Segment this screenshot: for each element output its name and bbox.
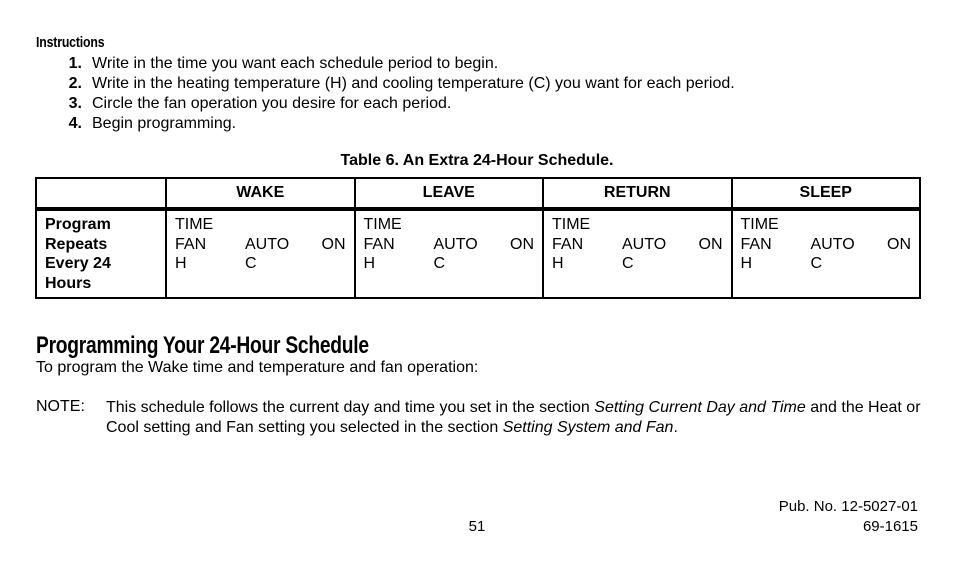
fan-auto-option[interactable]: AUTO (245, 235, 290, 253)
row-header-line: Repeats (45, 235, 108, 253)
cool-label: C (433, 255, 446, 272)
heat-label: H (175, 255, 187, 272)
fan-auto-option[interactable]: AUTO (810, 235, 855, 253)
fan-auto-option[interactable]: AUTO (622, 235, 667, 253)
row-header (36, 209, 166, 298)
note-text-part: This schedule follows the current day and time you set in the section (106, 399, 595, 416)
step-text: Begin programming. (92, 115, 237, 132)
step-number: 2. (68, 75, 82, 92)
section-heading: Programming Your 24-Hour Schedule (36, 332, 369, 359)
pub-number: Pub. No. 12-5027-01 (778, 498, 918, 515)
note-text-part: . (673, 419, 678, 436)
heat-label: H (363, 255, 376, 272)
column-header-return: RETURN (543, 178, 732, 209)
column-header-wake: WAKE (166, 178, 355, 209)
fan-auto-option[interactable]: AUTO (433, 235, 478, 253)
doc-number: 69-1615 (862, 518, 918, 535)
note-text-part: and the Heat or Cool setting and Fan setting you selected in the section (106, 399, 921, 436)
instruction-step (36, 94, 735, 114)
time-label: TIME (175, 216, 214, 233)
step-text: Circle the fan operation you desire for each period. (92, 95, 452, 112)
schedule-table (35, 177, 921, 299)
cool-label: C (622, 255, 634, 272)
row-header-line: Program (45, 216, 111, 233)
wake-cell[interactable] (166, 209, 355, 298)
column-header-sleep: SLEEP (732, 178, 921, 209)
column-header-leave: LEAVE (355, 178, 544, 209)
section-intro: To program the Wake time and temperature and fan operation: (36, 359, 479, 376)
instructions-heading: Instructions (36, 34, 105, 51)
row-header-line: Hours (45, 274, 92, 292)
fan-on-option[interactable]: ON (887, 235, 911, 253)
cool-label: C (810, 255, 823, 272)
row-header-line: Every 24 (45, 255, 111, 272)
sleep-cell[interactable] (732, 209, 921, 298)
note-reference-system-fan: Setting System and Fan (502, 419, 674, 436)
fan-on-option[interactable]: ON (321, 235, 346, 253)
heat-label: H (740, 255, 753, 272)
heat-label: H (552, 255, 564, 272)
step-text: Write in the time you want each schedule period to begin. (92, 55, 499, 72)
page-number: 51 (468, 518, 486, 535)
fan-label: FAN (363, 235, 395, 253)
instructions-list (36, 54, 735, 134)
note-reference-current-day-time: Setting Current Day and Time (594, 399, 806, 416)
time-label: TIME (552, 216, 591, 233)
step-number: 4. (68, 115, 82, 132)
time-label: TIME (740, 216, 779, 233)
step-number: 1. (68, 55, 82, 72)
fan-label: FAN (740, 235, 772, 253)
table-row (36, 209, 920, 298)
fan-label: FAN (552, 235, 584, 253)
table-header-row (36, 178, 920, 209)
instruction-step (36, 54, 735, 74)
instruction-step (36, 114, 735, 134)
note-text (106, 398, 926, 438)
column-header-empty (36, 178, 166, 209)
fan-label: FAN (175, 235, 207, 253)
table-caption: Table 6. An Extra 24-Hour Schedule. (340, 152, 614, 169)
note-label: NOTE: (36, 398, 85, 415)
step-text: Write in the heating temperature (H) and cooling temperature (C) you want for each period. (92, 75, 735, 92)
fan-on-option[interactable]: ON (698, 235, 723, 253)
publication-info (779, 497, 918, 537)
time-label: TIME (363, 216, 402, 233)
fan-on-option[interactable]: ON (510, 235, 534, 253)
leave-cell[interactable] (355, 209, 544, 298)
cool-label: C (245, 255, 257, 272)
step-number: 3. (68, 95, 82, 112)
return-cell[interactable] (543, 209, 732, 298)
instruction-step (36, 74, 735, 94)
